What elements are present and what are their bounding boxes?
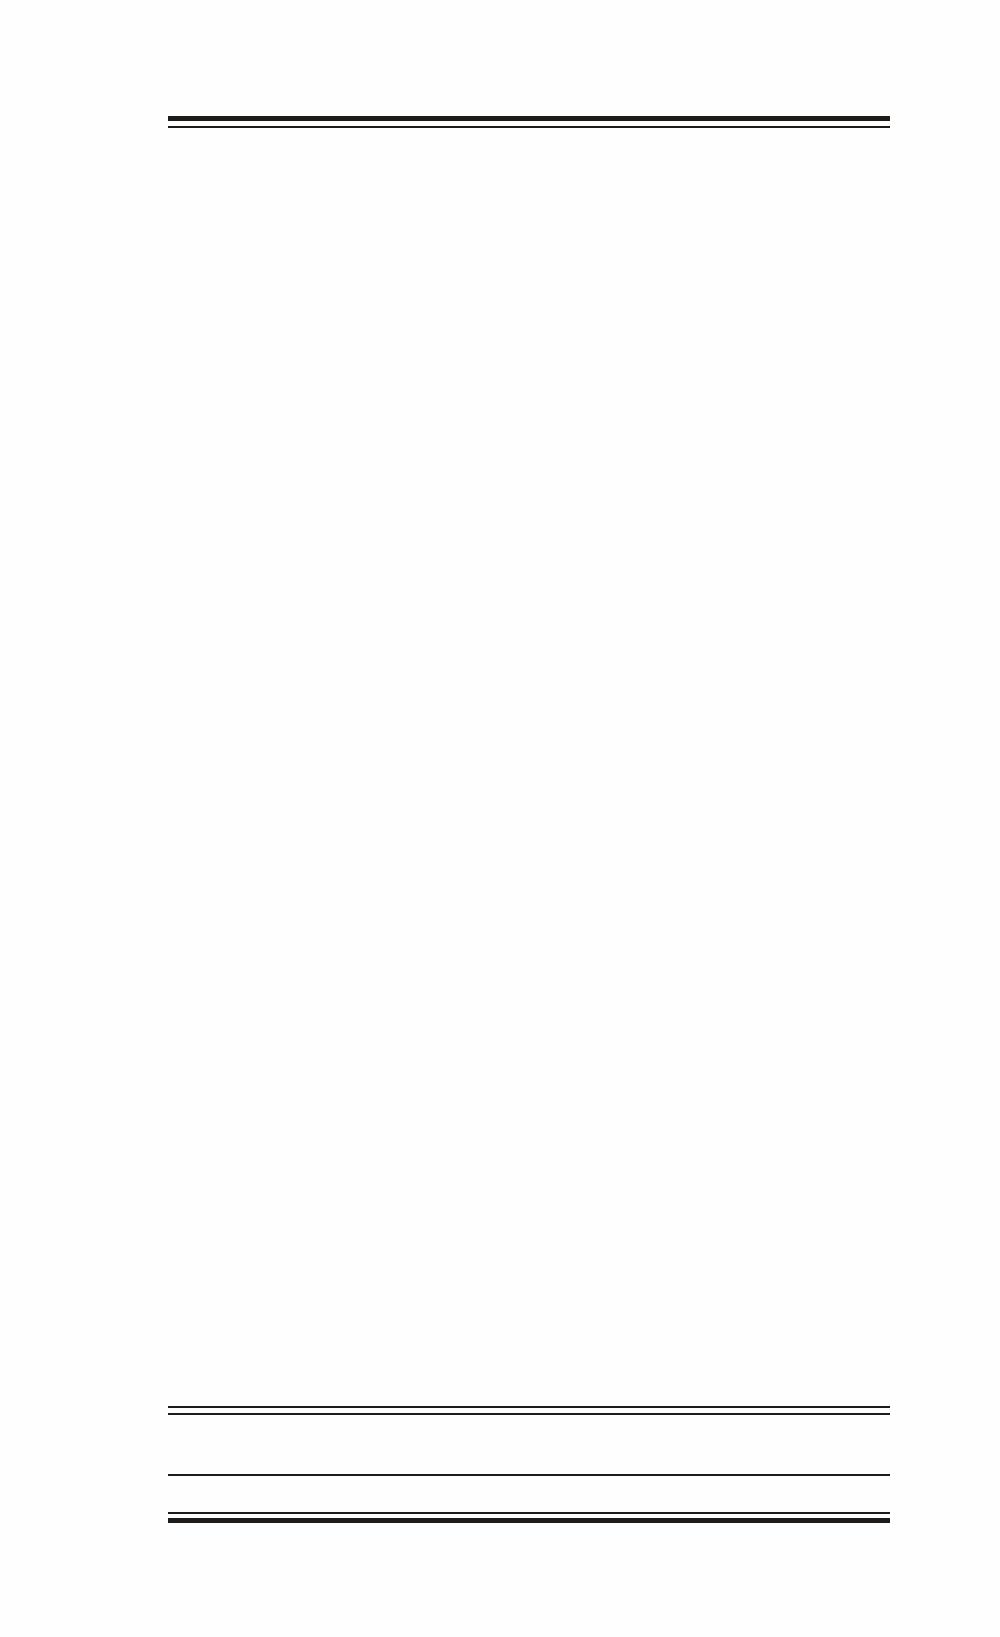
- footer-rule-bottom-thick: [168, 1518, 890, 1523]
- footer-ornament: [168, 1482, 890, 1504]
- header-rule-thick: [168, 116, 890, 121]
- header-ornament: [168, 132, 890, 156]
- header-rule-thin: [168, 126, 890, 128]
- footer-rule-mid: [168, 1474, 890, 1476]
- footer-rule-top-2: [168, 1413, 890, 1415]
- footer-rule-bottom-thin: [168, 1512, 890, 1514]
- footer-rule-top-1: [168, 1406, 890, 1408]
